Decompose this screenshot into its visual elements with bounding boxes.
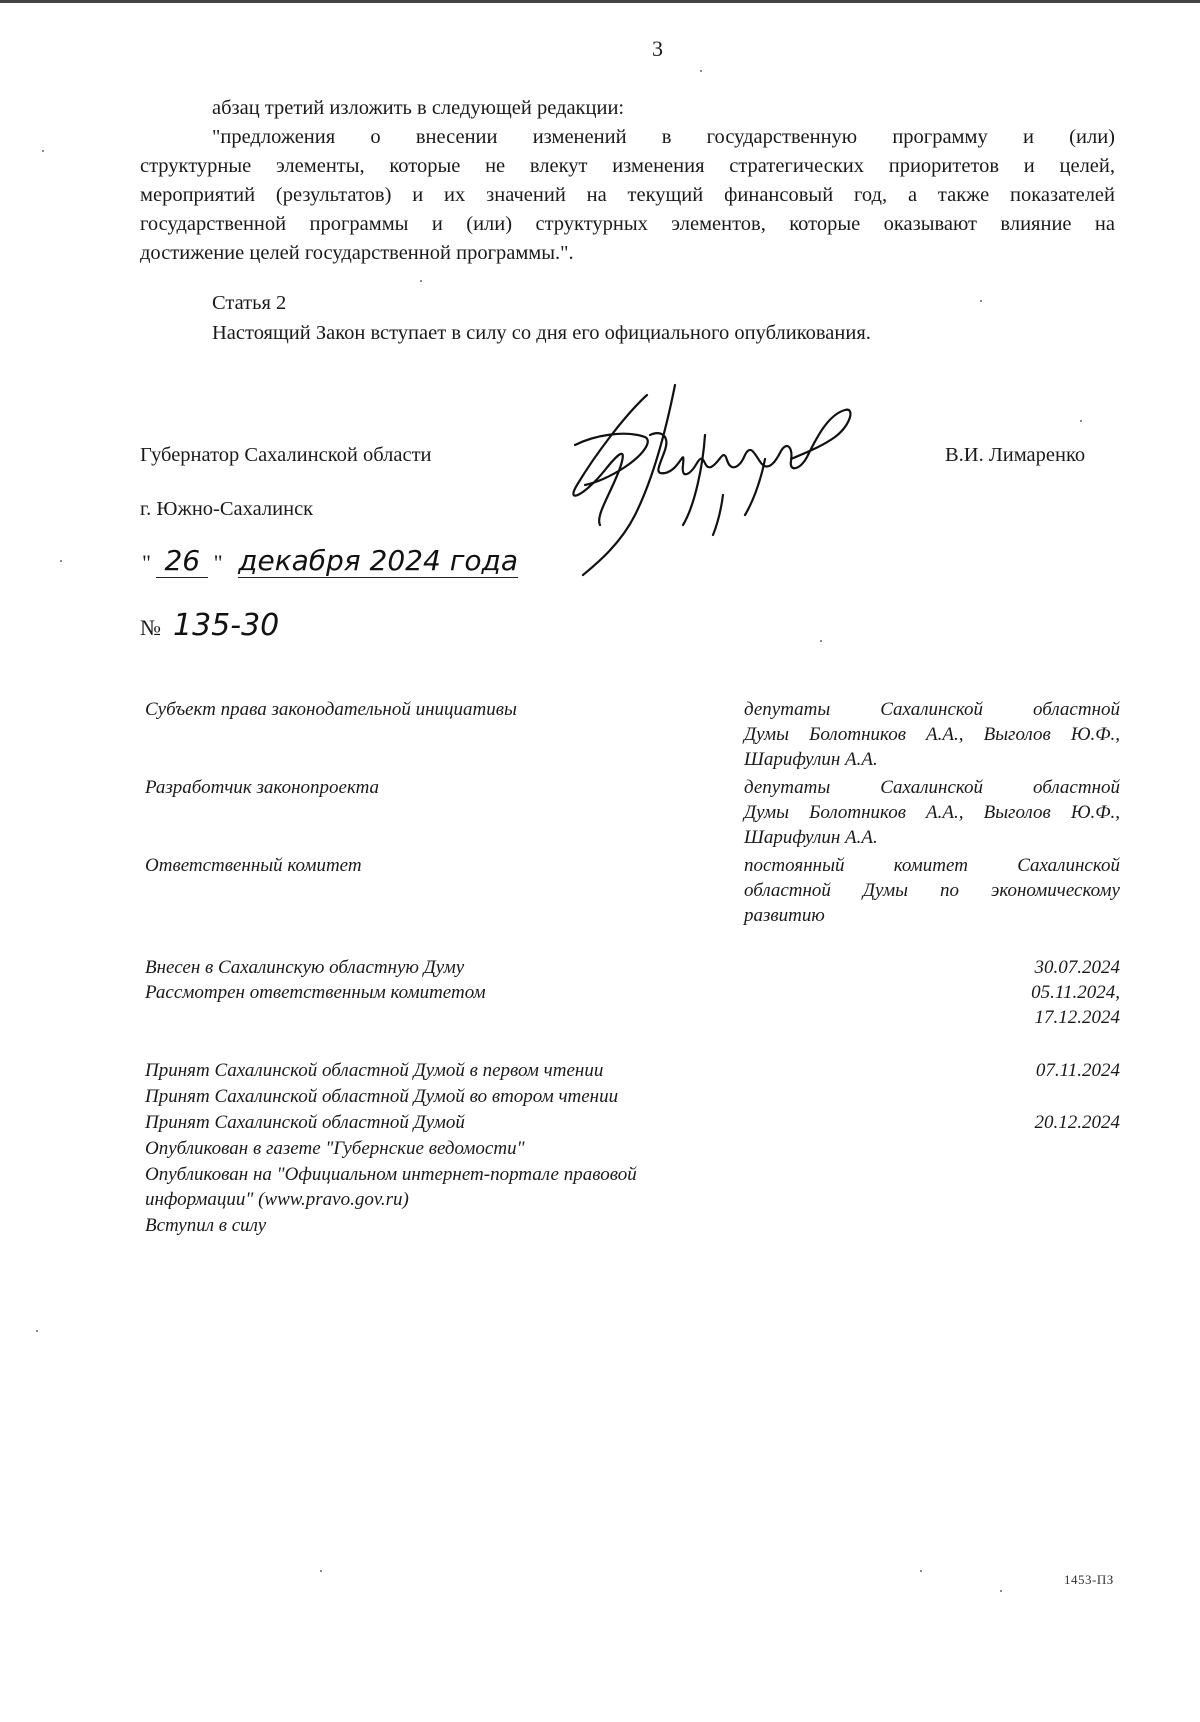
developer-label: Разработчик законопроекта [145, 777, 380, 798]
value-line: развитию [744, 905, 825, 926]
quote-line: мероприятий (результатов) и их значений на текущий финансовый год, а также показателей [140, 184, 1115, 206]
city: г. Южно-Сахалинск [140, 498, 314, 520]
date-quote-open: " [142, 550, 151, 575]
reviewed-label: Рассмотрен ответственным комитетом [145, 982, 486, 1003]
date-handwritten: декабря 2024 года [238, 544, 519, 577]
date-line [142, 544, 518, 577]
registry-code: 1453-ПЗ [1064, 1572, 1114, 1587]
top-border-line [0, 0, 1200, 3]
value-line: постоянный комитет Сахалинской [744, 855, 1120, 876]
date-day: 26 [156, 544, 208, 578]
scan-speck [320, 1570, 322, 1572]
second-reading-label: Принят Сахалинской областной Думой во втором чтении [145, 1086, 619, 1107]
quote-block [140, 123, 1115, 268]
initiative-label: Субъект права законодательной инициативы [145, 699, 517, 720]
quote-line: государственной программы и (или) структурных элементов, которые оказывают влияние на [140, 213, 1115, 235]
submitted-label: Внесен в Сахалинскую областную Думу [145, 957, 465, 978]
article-heading: Статья 2 [212, 292, 287, 314]
published-portal-label-cont: информации" (www.pravo.gov.ru) [145, 1189, 409, 1210]
scan-speck [36, 1330, 38, 1332]
first-reading-date: 07.11.2024 [1035, 1060, 1120, 1081]
committee-value [744, 853, 1120, 928]
governor-name: В.И. Лимаренко [945, 444, 1086, 466]
reviewed-date-2: 17.12.2024 [1034, 1007, 1120, 1028]
scan-speck [700, 70, 702, 72]
quote-line: достижение целей государственной программы.". [140, 242, 574, 264]
article-text: Настоящий Закон вступает в силу со дня его официального опубликования. [212, 322, 871, 344]
reviewed-date-1: 05.11.2024, [1031, 982, 1120, 1003]
quote-line: "предложения о внесении изменений в государственную программу и (или) [212, 126, 1115, 148]
value-line: Думы Болотников А.А., Выголов Ю.Ф., [744, 802, 1120, 823]
value-line: Шарифулин А.А. [744, 749, 878, 770]
adopted-date: 20.12.2024 [1034, 1112, 1120, 1133]
page-number: 3 [652, 36, 663, 61]
value-line: Думы Болотников А.А., Выголов Ю.Ф., [744, 724, 1120, 745]
initiative-value [744, 697, 1120, 772]
scan-speck [920, 1570, 922, 1572]
governor-title: Губернатор Сахалинской области [140, 444, 432, 466]
published-portal-label: Опубликован на "Официальном интернет-портале правовой [145, 1164, 637, 1185]
intro-line: абзац третий изложить в следующей редакции: [212, 97, 625, 119]
effective-label: Вступил в силу [145, 1215, 267, 1236]
scan-speck [60, 560, 62, 562]
scan-speck [980, 300, 982, 302]
law-number [140, 608, 279, 643]
submitted-date: 30.07.2024 [1034, 957, 1120, 978]
value-line: областной Думы по экономическому [744, 880, 1120, 901]
scan-speck [1000, 1590, 1002, 1592]
developer-value [744, 775, 1120, 850]
first-reading-label: Принят Сахалинской областной Думой в первом чтении [145, 1060, 604, 1081]
number-handwritten: 135-30 [173, 608, 280, 643]
value-line: депутаты Сахалинской областной [744, 699, 1120, 720]
scan-speck [1080, 420, 1082, 422]
number-prefix: № [140, 615, 161, 640]
value-line: Шарифулин А.А. [744, 827, 878, 848]
scan-speck [42, 150, 44, 152]
committee-label: Ответственный комитет [145, 855, 362, 876]
adopted-label: Принят Сахалинской областной Думой [145, 1112, 465, 1133]
published-newspaper-label: Опубликован в газете "Губернские ведомости" [145, 1138, 525, 1159]
quote-line: структурные элементы, которые не влекут изменения стратегических приоритетов и целей, [140, 155, 1115, 177]
date-quote-close: " [213, 550, 223, 575]
handwritten-signature [555, 375, 875, 585]
scan-speck [420, 280, 422, 282]
scan-speck [820, 640, 822, 642]
value-line: депутаты Сахалинской областной [744, 777, 1120, 798]
